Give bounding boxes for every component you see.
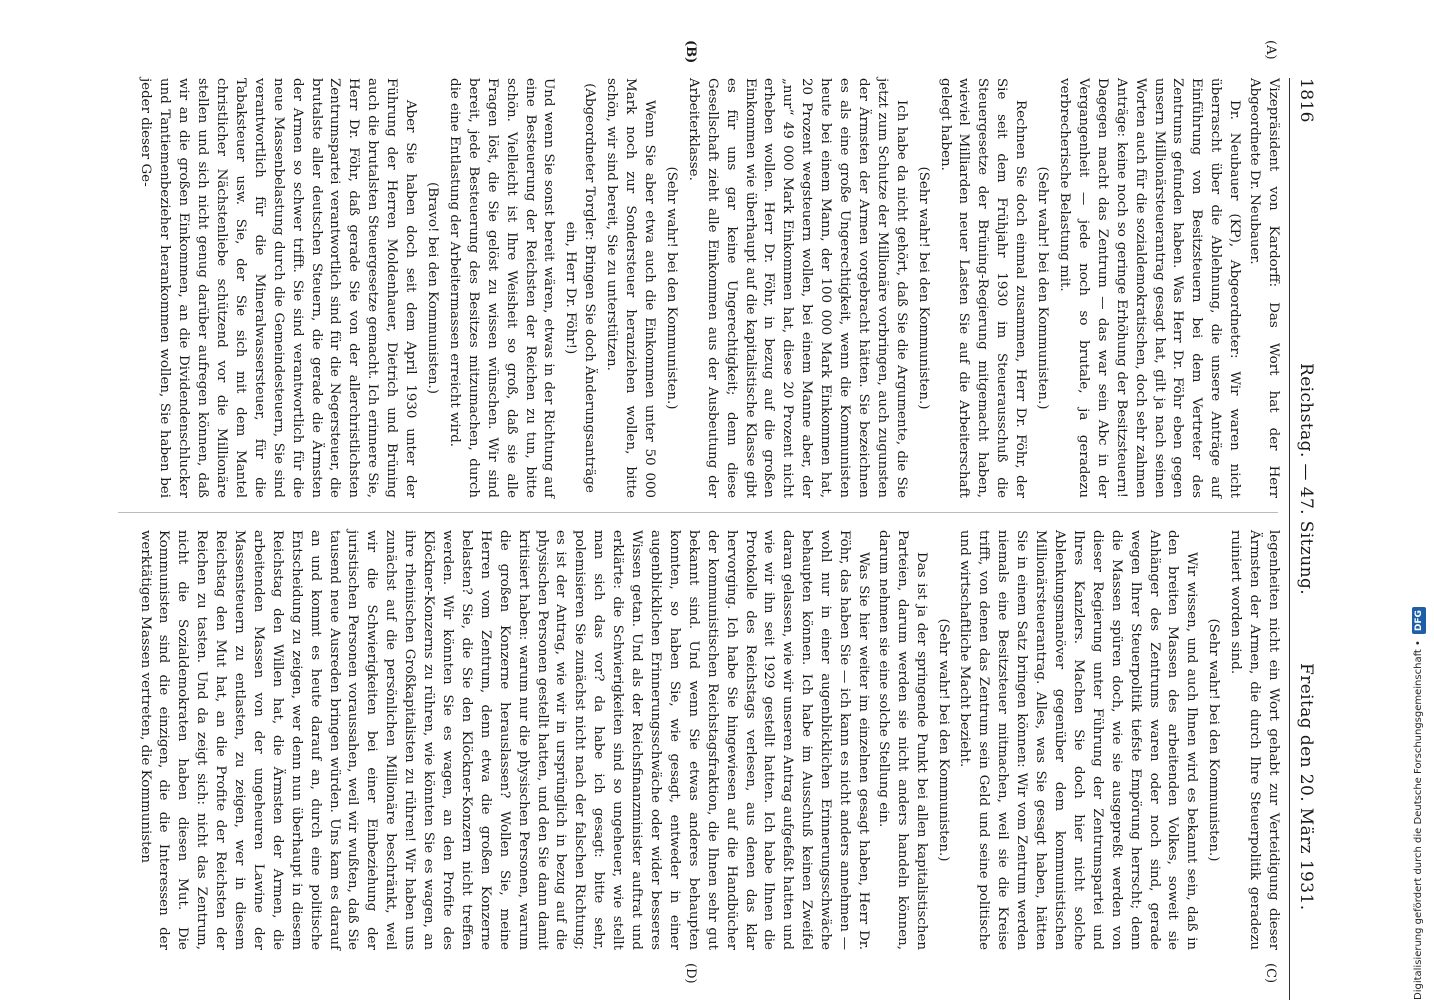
interjection: (Sehr wahr! bei den Kommunisten.)	[1206, 618, 1222, 862]
page-number: 1816	[1296, 78, 1316, 123]
margin-letter-d: (D)	[683, 963, 698, 984]
interjection: (Sehr wahr! bei den Kommunisten.)	[663, 166, 679, 410]
margin-letter-a: (A)	[1263, 40, 1278, 60]
interjection: (Sehr wahr! bei den Kommunisten.)	[935, 618, 951, 862]
paragraph: Aber Sie haben doch seit dem April 1930 unter der Führung der Herren Moldenhauer, Dietrich und Brüning auch die brutalsten Steuergesetze gemacht. Ich erinnere Sie, Herr Dr. Föhr, daß gerade Sie von der allerchristlichsten Zentrumspartei verantwortlich sind für die Negersteuer, die brutalste aller deutschen Steuern, die gerade die Ärmsten der Armen so schwer trifft. Sie sind verantwortlich für die neue Massenbelastung durch die Gemeindesteuern, Sie sind verantwortlich für die Mineralwassersteuer, für die Tabaksteuer usw. Sie, der Sie sich mit dem Mantel christlicher Nächstenliebe schützend vor die Millionäre stellen und sich nicht genug darüber aufregen können, daß wir an die großen Einkommen, an die Dividendenschlucker und Tantiemenbezieher herankommen wollen, Sie haben bei jeder dieser Ge-	[138, 78, 419, 498]
paragraph: Wenn Sie aber etwa auch die Einkommen unter 50 000 Mark noch zur Sondersteuer heranziehen wollen, bitte schön, wir sind bereit, Sie zu unterstützen.	[604, 78, 657, 498]
paragraph: Vizepräsident von Kardorff: Das Wort hat der Herr Abgeordnete Dr. Neubauer.	[1247, 78, 1281, 498]
credit-text: Digitalisierung gefördert durch die Deutsche Forschungsgemeinschaft •	[1413, 640, 1424, 1000]
session-date: Freitag den 20. März 1931.	[1296, 663, 1316, 911]
interjection: (Bravo! bei den Kommunisten.)	[425, 181, 441, 395]
paragraph: Was Sie hier weiter im einzelnen gesagt haben, Herr Dr. Föhr, das haben Sie — ich kann es nicht anders annehmen — wohl nur in einer augenblicklichen Erinnerungsschwäche behaupten können. Ich habe im Ausschuß keinen Zweifel daran gelassen, wie wir unseren Antrag aufgefaßt hatten und wie wir ihn seit 1929 gestellt hatten. Ich habe Ihnen die Protokolle des Reichstags verlesen, aus denen das klar hervorging. Ich habe Sie hingewiesen auf die Handbücher der kommunistischen Reichstagsfraktion, die Ihnen sehr gut bekannt sind. Und wenn Sie etwas anderes behaupten konnten, so haben Sie, wie gesagt, entweder in einer augenblicklichen Erinnerungsschwäche oder wider besseres Wissen getan. Und als der Reichsfinanzminister auftrat und erklärte: die Schwierigkeiten sind so ungeheuer, wie stellt man sich das vor? da habe ich gesagt: bitte sehr, polemisieren Sie zunächst nicht nach der falschen Richtung; es ist der Antrag, wie wir in ursprünglich in bezug auf die physischen Personen gestellt hatten, und den Sie dann damit kritisiert haben: warum nur die physischen Personen, warum die großen Konzerne herauslassen? Wollen Sie, meine Herren vom Zentrum, denn etwa die großen Konzerne belasten? Sie, die Sie den Klöckner-Konzern nicht treffen werden. Wir könnten Sie es wagen, an den Profite des Klöckner-Konzerns zu rühren, wie könnten Sie es wagen, an ihre rheinischen Großkapitalisten zu rühren! Wir haben uns zunächst auf die persönlichen Millionäre beschränkt, weil wir die Schwierigkeiten bei einer Einbeziehung der juristischen Personen voraussahen, weil wir wußten, daß Sie tausend neue Ausreden bringen würden. Uns kam es darauf an und kommt es heute darauf an, durch eine politische Entscheidung zu zeigen, wer denn nun überhaupt in diesem Reichstag den Willen hat, die Ärmsten der Armen, die arbeitenden Massen von der ungeheuren Lawine der Massensteuern zu entlasten, zu zeigen, wer in diesem Reichstag den Mut hat, an die Profite der Reichsten der Reichen zu tasten. Und da zeigt sich: nicht das Zentrum, nicht die Sozialdemokraten haben diesen Mut. Die Kommunisten sind die einzigen, die die Interessen der werktätigen Massen vertreten, die Kommunisten	[137, 530, 871, 950]
interjection: (Sehr wahr! bei den Kommunisten.)	[1035, 166, 1051, 410]
paragraph: Dr. Neubauer (KP), Abgeordneter: Wir waren nicht überrascht über die Ablehnung, die unsere Anträge auf Einführung von Besitzsteuern bei dem Vertreter des Zentrums gefunden haben. Was Herr Dr. Föhr eben gegen unsern Millionärsteuerantrag gesagt hat, gilt ja nach seinen Worten auch für die sozialdemokratischen, doch sehr zahmen Anträge: keine noch so geringe Erhöhung der Besitzsteuern! Dagegen macht das Zentrum — das war sein Abc in der Vergangenheit — jede noch so brutale, ja geradezu verbrecherische Belastung mit.	[1057, 78, 1243, 498]
paragraph: Rechnen Sie doch einmal zusammen, Herr Dr. Föhr, der Sie seit dem Frühjahr 1930 im Steuerausschuß die Steuergesetze der Brüning-Regierung mitgemacht haben, wieviel Milliarden neuer Lasten Sie auf die Arbeiterschaft gelegt haben.	[937, 78, 1029, 498]
interjection: (Abgeordneter Torgler: Bringen Sie doch Änderungsanträge ein, Herr Dr. Föhr!)	[563, 83, 598, 493]
paragraph: legenheiten nicht ein Wort gehabt zur Verteidigung dieser Ärmsten der Armen, die durch Ihre Steuerpolitik geradezu ruiniert worden sind.	[1228, 530, 1281, 950]
margin-letter-b: (B)	[683, 40, 698, 64]
right-column	[134, 530, 1282, 950]
column-divider	[118, 512, 1278, 513]
paragraph: Ich habe da nicht gehört, daß Sie die Argumente, die Sie jetzt zum Schutze der Millionäre vorbringen, auch zugunsten der Ärmsten der Armen vorgebracht hätten. Sie bezeichnen es als eine große Ungerechtigkeit, wenn die Kommunisten heute bei einem Mann, der 100 000 Mark Einkommen hat, 20 Prozent wegsteuern wollen, bei einem Manne aber, der „nur“ 49 000 Mark Einkommen hat, diese 20 Prozent nicht erheben wollen. Herr Dr. Föhr, in bezug auf die großen Einkommen wie überhaupt auf die kapitalistische Klasse gibt es für uns gar keine Ungerechtigkeit; denn diese Gesellschaft zieht alle Einkommen aus der Ausbeutung der Arbeiterklasse.	[685, 78, 909, 498]
paragraph: Wir wissen, und auch Ihnen wird es bekannt sein, daß in den breiten Massen des arbeitenden Volkes, soweit sie Anhänger des Zentrums waren oder noch sind, gerade wegen Ihrer Steuerpolitik tiefste Empörung herrscht; denn die Massen spüren doch, wie sie ausgepreßt werden von dieser Regierung unter Führung der Zentrumspartei und Ihres Kanzlers. Machen Sie doch hier nicht solche Ablenkungsmanöver gegenüber dem kommunistischen Millionärsteuerantrag. Alles, was Sie gesagt haben, hätten Sie in einem Satz bringen können: Wir vom Zentrum werden niemals eine Besitzsteuer mitmachen, weil sie die Kreise trifft, von denen das Zentrum sein Geld und seine politische und wirtschaftliche Macht bezieht.	[957, 530, 1200, 950]
running-head	[1292, 78, 1318, 1000]
paragraph: Das ist ja der springende Punkt bei allen kapitalistischen Parteien, darum werden sie nicht anders handeln können, darum nehmen sie eine solche Stellung ein.	[875, 530, 929, 950]
left-column	[135, 78, 1282, 498]
document-page	[103, 40, 1318, 1000]
header-rule	[1289, 78, 1290, 1000]
margin-letter-c: (C)	[1263, 963, 1278, 984]
interjection: (Sehr wahr! bei den Kommunisten.)	[915, 166, 931, 410]
dfg-logo: DFG	[1412, 607, 1426, 634]
paragraph: Und wenn Sie sonst bereit wären, etwas in der Richtung auf eine Besteuerung der Reichsten der Reichen zu tun, bitte schön. Vielleicht ist Ihre Weisheit so groß, daß sie alle Fragen löst, die Sie gelöst zu wissen wünschen. Wir sind bereit, jede Besteuerung des Besitzes mitzumachen, durch die eine Entlastung der Arbeitermassen erreicht wird.	[446, 78, 557, 498]
digitization-credit	[1408, 10, 1430, 1000]
session-title: Reichstag. — 47. Sitzung.	[1296, 363, 1316, 596]
